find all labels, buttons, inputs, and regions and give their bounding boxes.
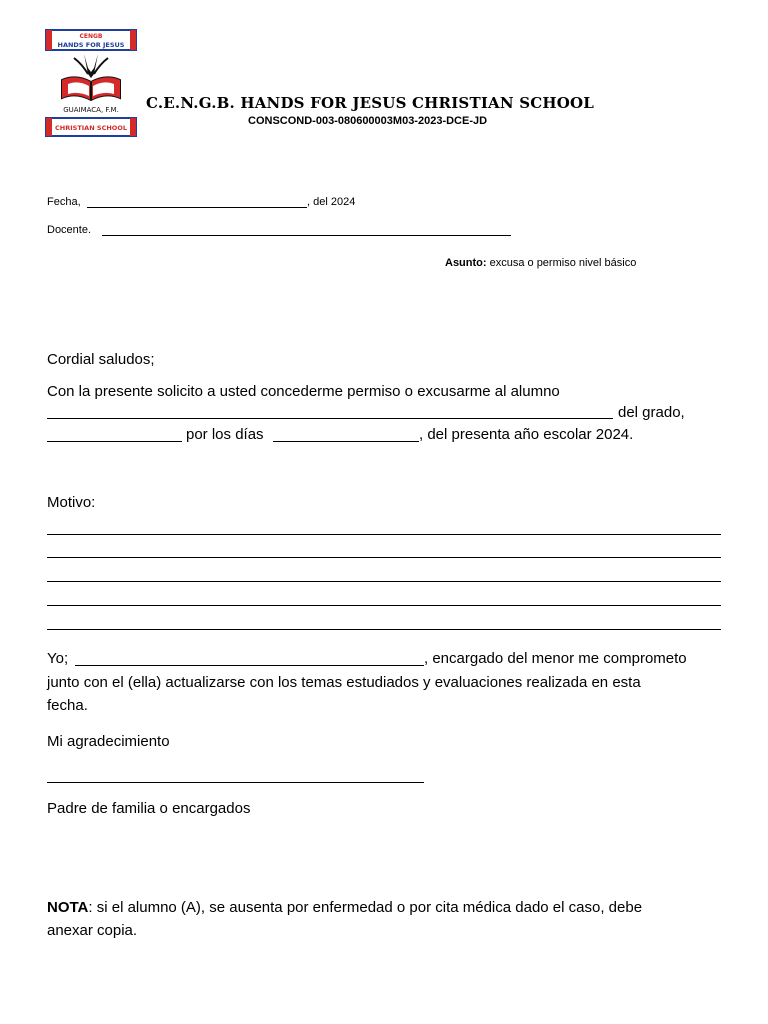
docente-blank[interactable]	[102, 235, 511, 236]
grade-label: del grado,	[618, 404, 685, 421]
logo-location-text: GUAIMACA, F.M.	[63, 106, 119, 114]
guardian-name-blank[interactable]	[75, 665, 424, 666]
fecha-blank[interactable]	[87, 207, 307, 208]
fecha-suffix: , del 2024	[307, 196, 356, 208]
motivo-line-5[interactable]	[47, 629, 721, 630]
subject-label: Asunto:	[445, 257, 487, 269]
subject	[445, 257, 636, 269]
logo-bottom-text: CHRISTIAN SCHOOL	[55, 124, 127, 132]
student-name-blank[interactable]	[47, 418, 613, 419]
request-line-3-end: , del presenta año escolar 2024.	[419, 426, 634, 443]
thanks: Mi agradecimiento	[47, 733, 170, 750]
commit-line-2: junto con el (ella) actualizarse con los temas estudiados y evaluaciones realizada en esta	[47, 674, 641, 691]
note-text-1: : si el alumno (A), se ausenta por enfermedad o por cita médica dado el caso, debe	[88, 899, 643, 916]
signature-label: Padre de familia o encargados	[47, 800, 251, 817]
logo-banner-text: HANDS FOR JESUS	[57, 41, 125, 49]
yo-suffix: , encargado del menor me comprometo	[424, 650, 687, 667]
fecha-label: Fecha,	[47, 196, 81, 208]
note-label: NOTA	[47, 899, 89, 916]
school-logo	[44, 28, 138, 140]
school-name: C.E.N.G.B. HANDS FOR JESUS CHRISTIAN SCHOOL	[146, 94, 595, 112]
commit-line-3: fecha.	[47, 697, 88, 714]
motivo-line-4[interactable]	[47, 605, 721, 606]
logo-top-text: CENGB	[79, 33, 103, 40]
grade-blank[interactable]	[47, 441, 182, 442]
signature-blank[interactable]	[47, 782, 424, 783]
motivo-label: Motivo:	[47, 494, 96, 511]
subject-text: excusa o permiso nivel básico	[489, 257, 637, 269]
days-blank[interactable]	[273, 441, 419, 442]
document-code: CONSCOND-003-080600003M03-2023-DCE-JD	[248, 115, 488, 127]
note-line-2: anexar copia.	[47, 922, 138, 939]
motivo-line-1[interactable]	[47, 534, 721, 535]
request-line-1: Con la presente solicito a usted concederme permiso o excusarme al alumno	[47, 383, 560, 400]
note-line-1	[47, 899, 642, 916]
days-label: por los días	[186, 426, 264, 443]
motivo-line-3[interactable]	[47, 581, 721, 582]
motivo-line-2[interactable]	[47, 557, 721, 558]
yo-label: Yo;	[47, 650, 69, 667]
greeting: Cordial saludos;	[47, 351, 155, 368]
docente-label: Docente.	[47, 224, 92, 236]
